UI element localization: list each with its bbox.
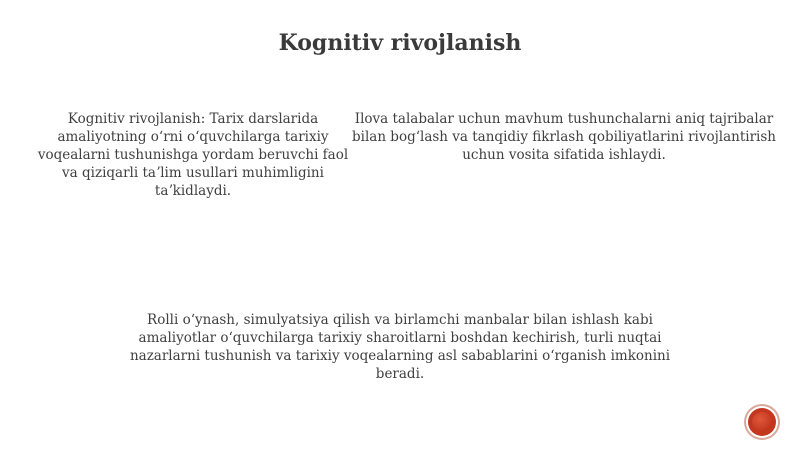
paragraph-left: Kognitiv rivojlanish: Tarix darslarida amaliyotning oʻrni oʻquvchilarga tarixiy voqealarni tushunishga yordam beruvchi faol va qiziqarli taʼlim usullari muhimligini taʼkidlaydi. [37,111,349,199]
circle-nav-icon [752,412,772,432]
next-slide-button[interactable] [748,408,776,436]
slide-title: Kognitiv rivojlanish [278,30,522,56]
paragraph-bottom: Rolli oʻynash, simulyatsiya qilish va birlamchi manbalar bilan ishlash kabi amaliyotlar oʻquvchilarga tarixiy sharoitlarni boshdan kechirish, turli nuqtai nazarlarni tushunish va tarixiy voqealarning asl sabablarini oʻrganish imkonini beradi. [129,312,671,382]
paragraph-right: Ilova talabalar uchun mavhum tushunchalarni aniq tajribalar bilan bogʻlash va tanqidiy fikrlash qobiliyatlarini rivojlantirish uchun vosita sifatida ishlaydi. [352,111,776,163]
